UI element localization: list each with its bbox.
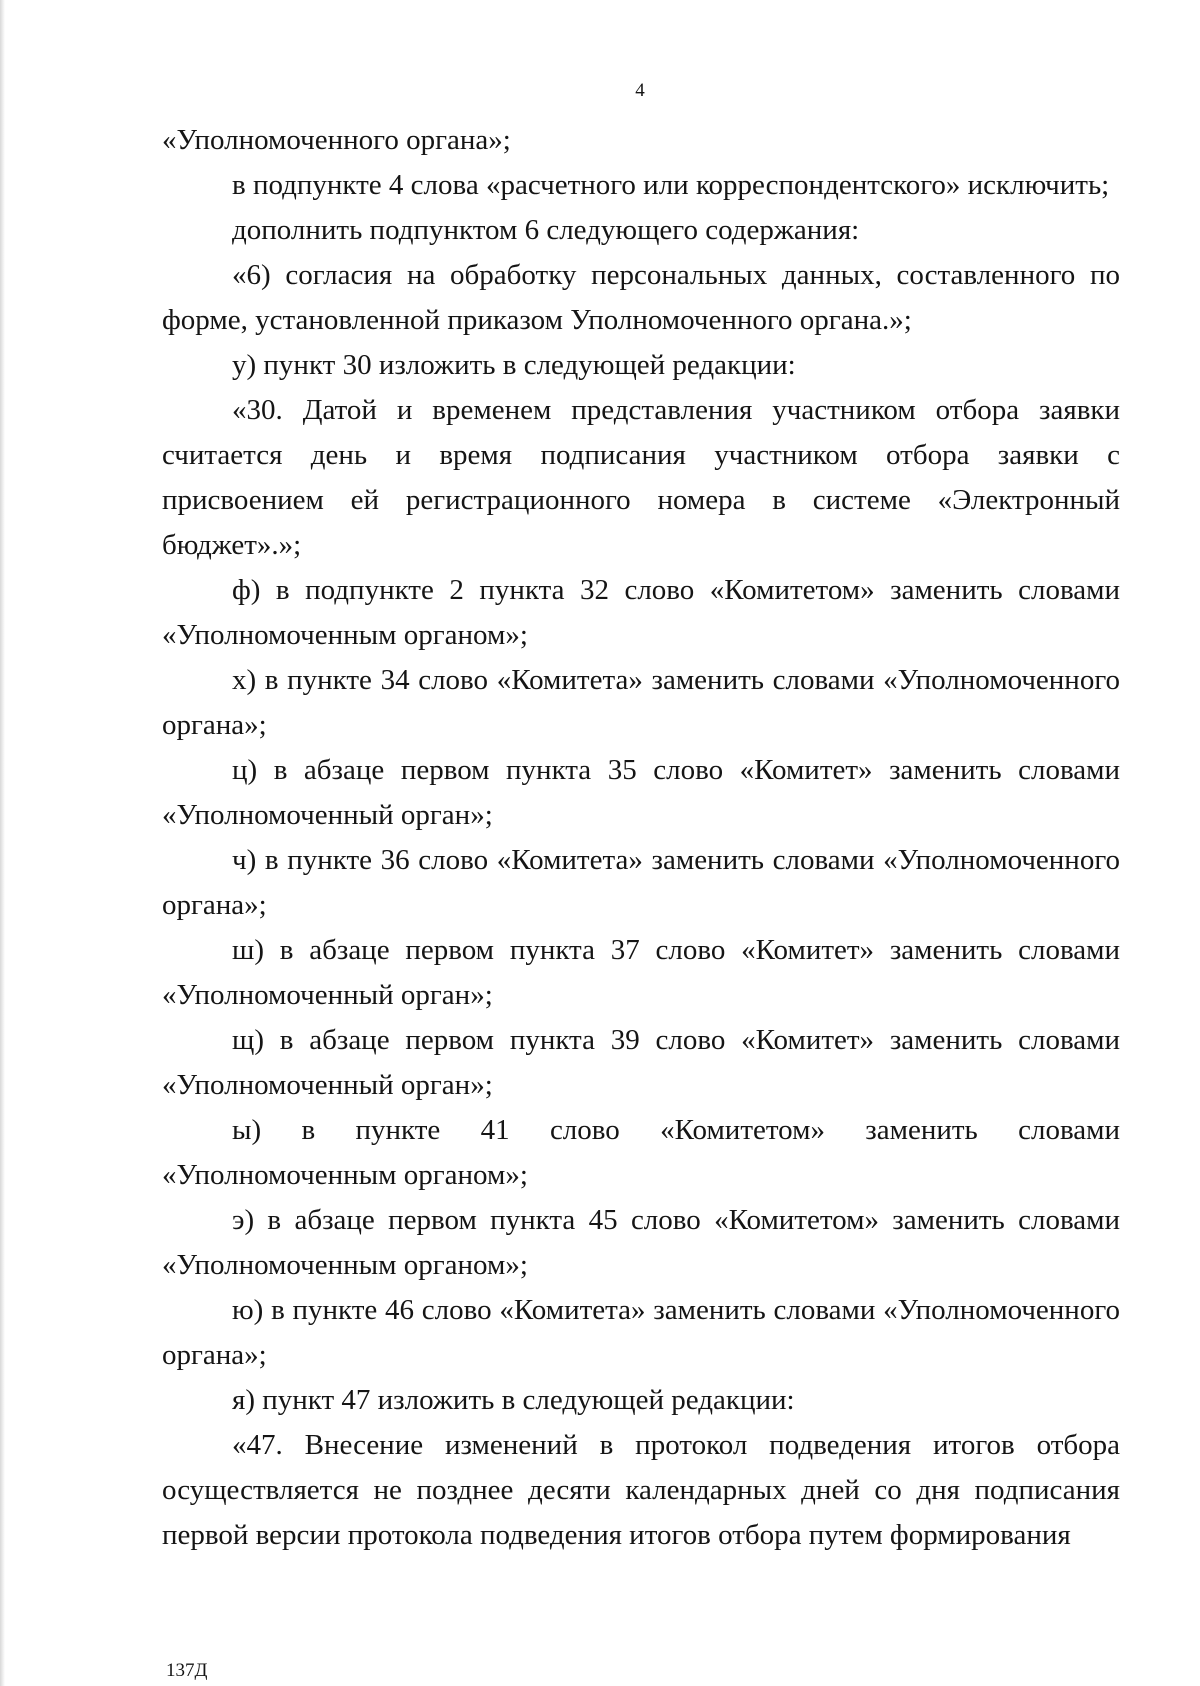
paragraph: ю) в пункте 46 слово «Комитета» заменить словами «Уполномоченного органа»;	[162, 1294, 1120, 1371]
paragraph: «Уполномоченного органа»;	[162, 124, 511, 156]
paragraph: ф) в подпункте 2 пункта 32 слово «Комитетом» заменить словами «Уполномоченным органом»;	[162, 574, 1120, 651]
paragraph: «30. Датой и временем представления участником отбора заявки считается день и время подписания участником отбора заявки с присвоением ей регистрационного номера в системе «Электронный бюджет».»;	[162, 394, 1120, 561]
paragraph: ш) в абзаце первом пункта 37 слово «Комитет» заменить словами «Уполномоченный орган»;	[162, 934, 1120, 1011]
paragraph: у) пункт 30 изложить в следующей редакции:	[232, 349, 796, 381]
paragraph: э) в абзаце первом пункта 45 слово «Комитетом» заменить словами «Уполномоченным органом»;	[162, 1204, 1120, 1281]
document-code: 137Д	[166, 1660, 208, 1681]
paragraph: дополнить подпунктом 6 следующего содержания:	[232, 214, 860, 246]
page-number: 4	[635, 80, 645, 101]
document-body	[162, 118, 1120, 1558]
paragraph: ч) в пункте 36 слово «Комитета» заменить словами «Уполномоченного органа»;	[162, 844, 1120, 921]
scan-edge	[0, 0, 5, 1686]
paragraph: в подпункте 4 слова «расчетного или корреспондентского» исключить;	[232, 169, 1110, 201]
paragraph: я) пункт 47 изложить в следующей редакции:	[232, 1384, 795, 1416]
paragraph: ц) в абзаце первом пункта 35 слово «Комитет» заменить словами «Уполномоченный орган»;	[162, 754, 1120, 831]
paragraph: ы) в пункте 41 слово «Комитетом» заменить словами «Уполномоченным органом»;	[162, 1114, 1120, 1191]
paragraph: х) в пункте 34 слово «Комитета» заменить словами «Уполномоченного органа»;	[162, 664, 1120, 741]
paragraph: «6) согласия на обработку персональных данных, составленного по форме, установленной приказом Уполномоченного органа.»;	[162, 259, 1120, 336]
paragraph: «47. Внесение изменений в протокол подведения итогов отбора осуществляется не позднее десяти календарных дней со дня подписания первой версии протокола подведения итогов отбора путем формирования	[162, 1429, 1120, 1551]
paragraph: щ) в абзаце первом пункта 39 слово «Комитет» заменить словами «Уполномоченный орган»;	[162, 1024, 1120, 1101]
